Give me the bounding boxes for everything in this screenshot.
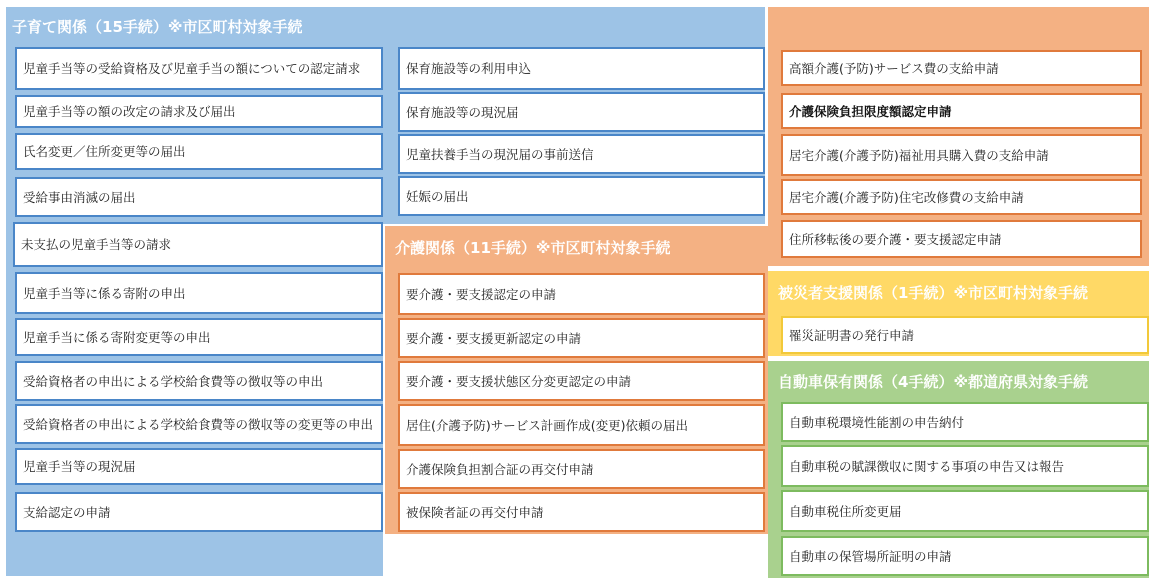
vehicle-item-1: 自動車税環境性能割の申告納付 (781, 402, 1149, 442)
childcare-item-6: 児童手当等に係る寄附の申出 (15, 272, 383, 314)
childcare-item-4: 受給事由消滅の届出 (15, 177, 383, 217)
nursing-item-6: 被保険者証の再交付申請 (398, 492, 765, 532)
childcare-item-9: 受給資格者の申出による学校給食費等の徴収等の変更等の申出 (15, 404, 383, 444)
childcare-item-3: 氏名変更／住所変更等の届出 (15, 133, 383, 170)
nursing-item-1: 要介護・要支援認定の申請 (398, 273, 765, 315)
childcare-item-15: 妊娠の届出 (398, 176, 765, 216)
childcare-item-10: 児童手当等の現況届 (15, 448, 383, 485)
nursing-item-9: 居宅介護(介護予防)福祉用具購入費の支給申請 (781, 134, 1142, 176)
childcare-item-5: 未支払の児童手当等の請求 (13, 222, 383, 267)
childcare-item-1: 児童手当等の受給資格及び児童手当の額についての認定請求 (15, 47, 383, 90)
nursing-title: 介護関係（11手続）※市区町村対象手続 (395, 239, 671, 257)
vehicle-item-2: 自動車税の賦課徴収に関する事項の申告又は報告 (781, 445, 1149, 487)
disaster-title: 被災者支援関係（1手続）※市区町村対象手続 (778, 284, 1089, 302)
childcare-item-7: 児童手当に係る寄附変更等の申出 (15, 318, 383, 356)
vehicle-title: 自動車保有関係（4手続）※都道府県対象手続 (778, 373, 1089, 391)
nursing-item-2: 要介護・要支援更新認定の申請 (398, 318, 765, 358)
childcare-item-13: 保育施設等の現況届 (398, 92, 765, 132)
childcare-item-12: 保育施設等の利用申込 (398, 47, 765, 90)
vehicle-item-3: 自動車税住所変更届 (781, 490, 1149, 532)
childcare-title: 子育て関係（15手続）※市区町村対象手続 (12, 18, 303, 36)
nursing-item-8: 介護保険負担限度額認定申請 (781, 93, 1142, 129)
childcare-item-8: 受給資格者の申出による学校給食費等の徴収等の申出 (15, 361, 383, 401)
nursing-item-11: 住所移転後の要介護・要支援認定申請 (781, 220, 1142, 258)
nursing-item-7: 高額介護(予防)サービス費の支給申請 (781, 50, 1142, 86)
nursing-item-10: 居宅介護(介護予防)住宅改修費の支給申請 (781, 179, 1142, 215)
childcare-item-14: 児童扶養手当の現況届の事前送信 (398, 134, 765, 174)
childcare-item-2: 児童手当等の額の改定の請求及び届出 (15, 95, 383, 128)
nursing-item-4: 居住(介護予防)サービス計画作成(変更)依頼の届出 (398, 404, 765, 446)
childcare-item-11: 支給認定の申請 (15, 492, 383, 532)
nursing-item-3: 要介護・要支援状態区分変更認定の申請 (398, 361, 765, 401)
vehicle-item-4: 自動車の保管場所証明の申請 (781, 536, 1149, 576)
nursing-item-5: 介護保険負担割合証の再交付申請 (398, 449, 765, 489)
disaster-item-1: 罹災証明書の発行申請 (781, 316, 1149, 354)
